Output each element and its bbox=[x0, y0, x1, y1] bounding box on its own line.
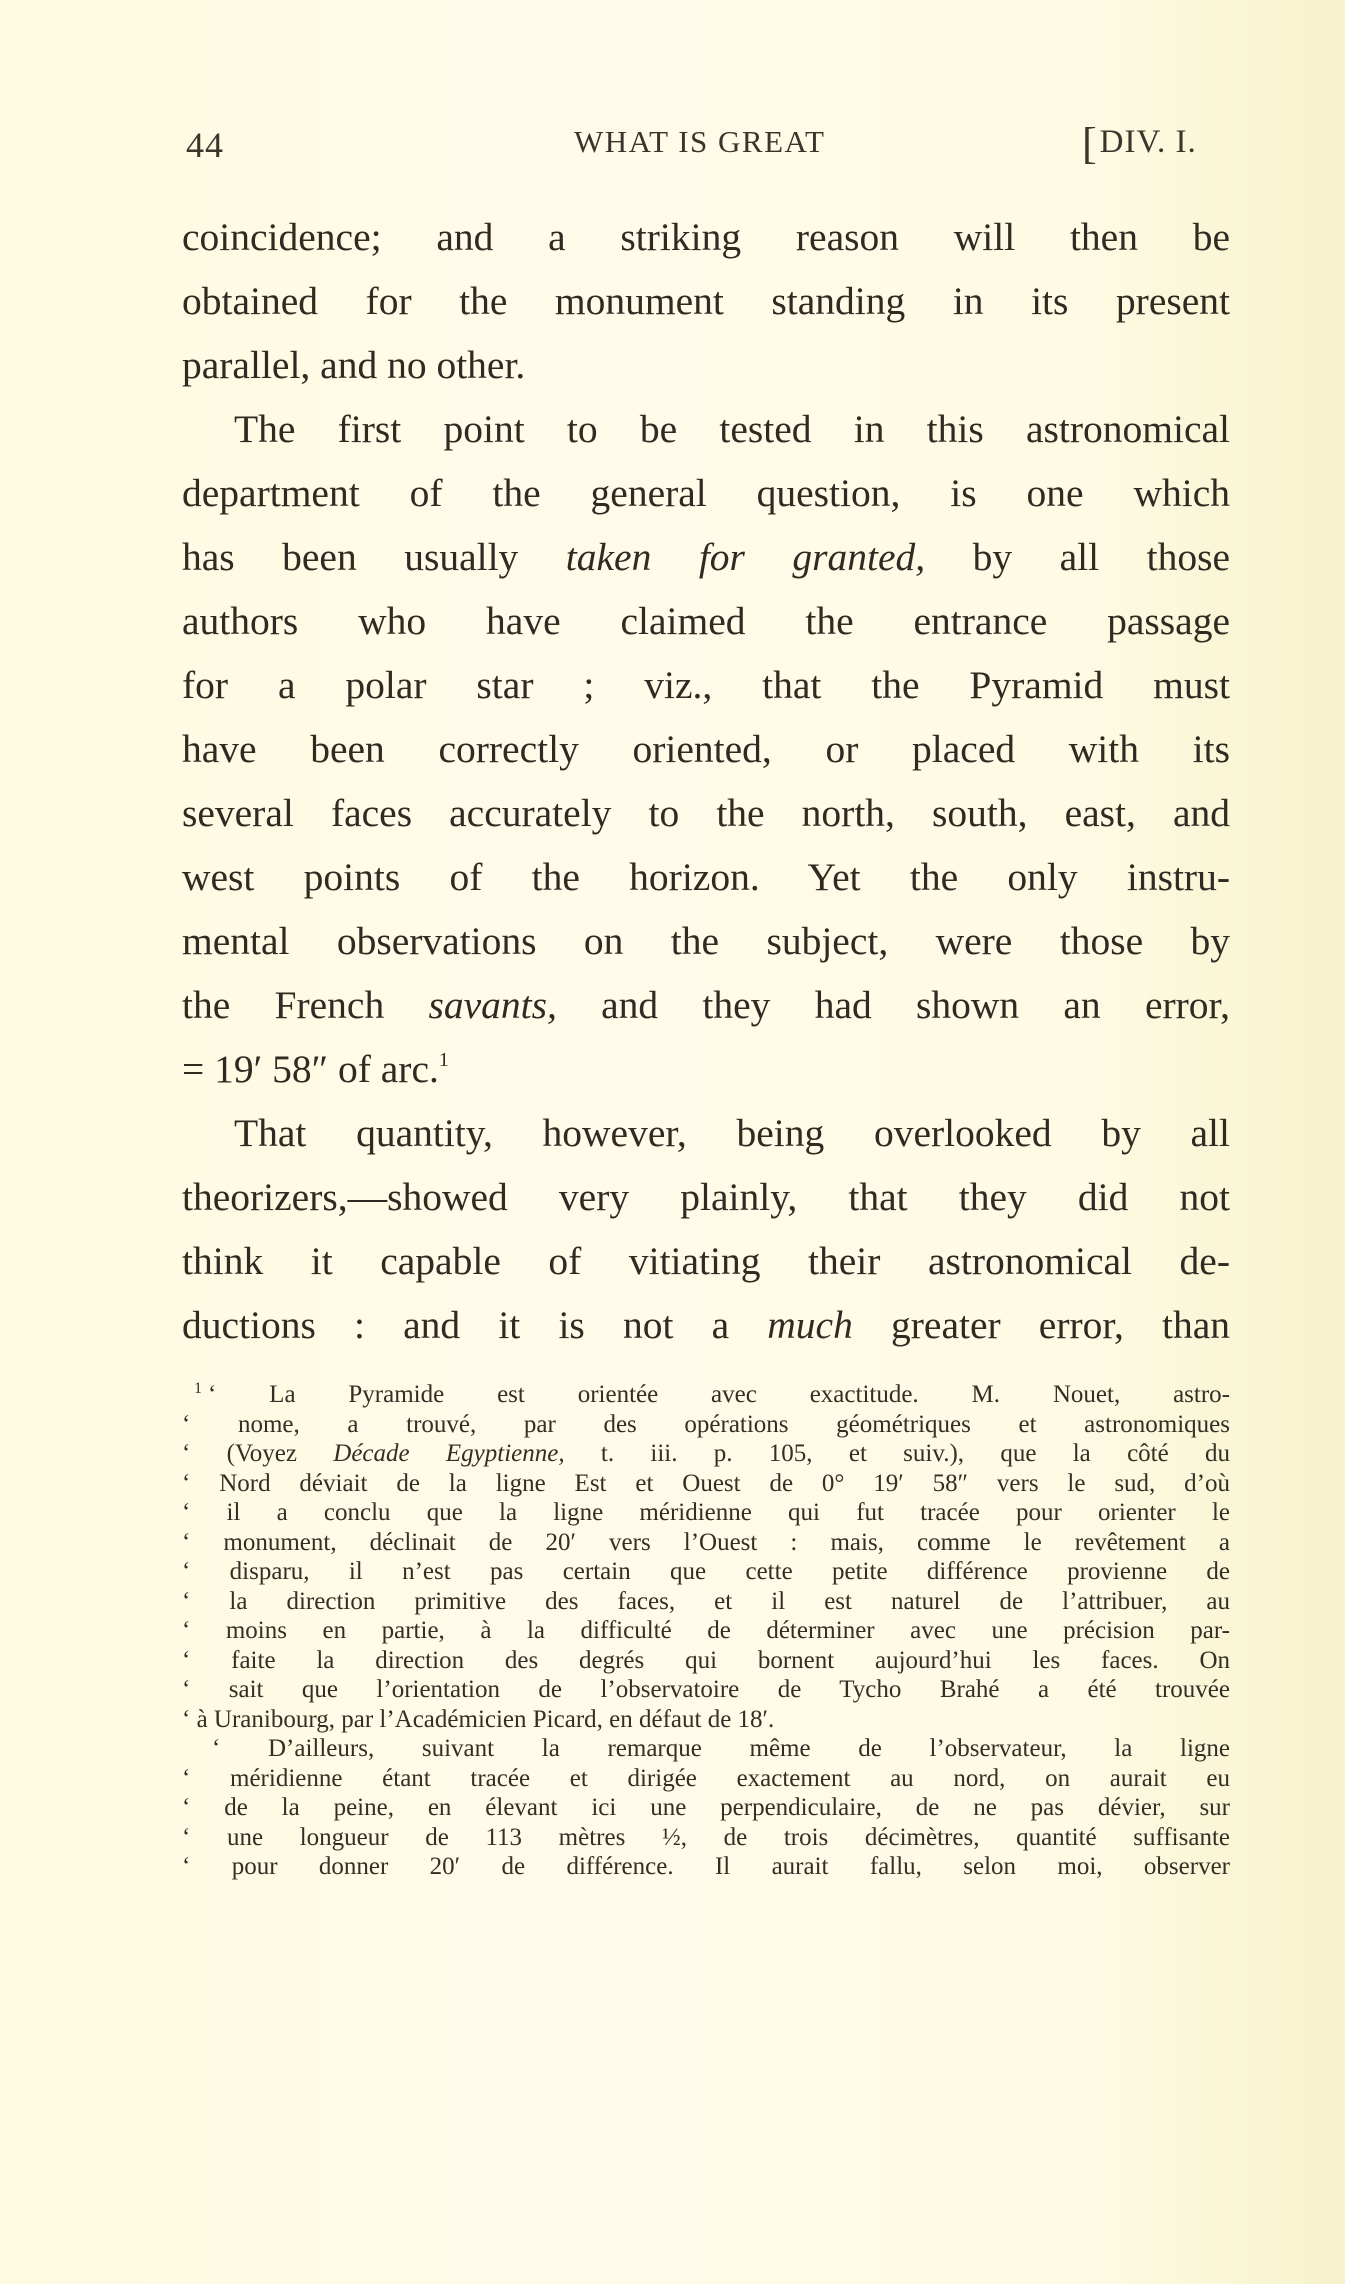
footnotes bbox=[182, 1380, 1230, 1882]
footnote-text-run: ‘ (Voyez bbox=[182, 1440, 334, 1467]
running-title: WHAT IS GREAT bbox=[574, 124, 826, 159]
body-line: parallel, and no other. bbox=[182, 343, 526, 387]
page-number: 44 bbox=[186, 125, 224, 165]
footnote-line bbox=[182, 1439, 1230, 1469]
footnote-reference[interactable]: 1 bbox=[438, 1049, 449, 1071]
footnote-line: ‘ monument, déclinait de 20′ vers l’Ouest : mais, comme le revêtement a bbox=[182, 1528, 1230, 1556]
division-bracket: [ bbox=[1082, 119, 1098, 168]
body-text-run: greater error, than bbox=[852, 1303, 1230, 1347]
footnote-line bbox=[182, 1380, 1230, 1410]
footnote-line: ‘ faite la direction des degrés qui bornent aujourd’hui les faces. On bbox=[182, 1646, 1230, 1674]
footnote-line: ‘ Nord déviait de la ligne Est et Ouest de 0° 19′ 58″ vers le sud, d’où bbox=[182, 1469, 1230, 1497]
footnote-text-run: ‘ La Pyramide est orientée avec exactitude. M. Nouet, astro- bbox=[208, 1381, 1230, 1408]
body-line: mental observations on the subject, were those by bbox=[182, 919, 1230, 963]
body-line: authors who have claimed the entrance passage bbox=[182, 599, 1230, 643]
footnote-line: ‘ sait que l’orientation de l’observatoire de Tycho Brahé a été trouvée bbox=[182, 1676, 1230, 1703]
body-line: obtained for the monument standing in its present bbox=[182, 279, 1230, 323]
footnote-line: ‘ nome, a trouvé, par des opérations géométriques et astronomiques bbox=[182, 1410, 1230, 1438]
body-line: for a polar star ; viz., that the Pyramid must bbox=[182, 663, 1230, 707]
footnote-line: ‘ pour donner 20′ de différence. Il aurait fallu, selon moi, observer bbox=[182, 1853, 1230, 1880]
footnote-marker: 1 bbox=[194, 1380, 202, 1397]
body-text-run: has been usually bbox=[182, 535, 566, 579]
footnote-line: ‘ moins en partie, à la difficulté de déterminer avec une précision par- bbox=[182, 1617, 1230, 1644]
body-line: several faces accurately to the north, south, east, and bbox=[182, 791, 1230, 835]
body-line: coincidence; and a striking reason will then be bbox=[182, 215, 1230, 259]
footnote-line: ‘ la direction primitive des faces, et il est naturel de l’attribuer, au bbox=[182, 1587, 1230, 1615]
italic-emphasis: savants, bbox=[428, 983, 557, 1027]
body-text-run: by all those bbox=[925, 535, 1231, 579]
footnote-line: ‘ disparu, il n’est pas certain que cette petite différence provienne de bbox=[182, 1558, 1230, 1585]
italic-emphasis: taken for granted, bbox=[565, 535, 926, 579]
body-line bbox=[182, 525, 1230, 589]
italic-emphasis: Décade Egyptienne, bbox=[333, 1440, 565, 1467]
body-line bbox=[182, 973, 1230, 1037]
body-text-run: the French bbox=[182, 983, 429, 1027]
division-text: DIV. I. bbox=[1099, 124, 1197, 160]
body-line: theorizers,—showed very plainly, that they did not bbox=[182, 1175, 1230, 1219]
italic-emphasis: much bbox=[767, 1303, 853, 1347]
body-text bbox=[182, 205, 1230, 1357]
footnote-line: ‘ une longueur de 113 mètres ½, de trois décimètres, quantité suffisante bbox=[182, 1823, 1230, 1851]
division-label bbox=[1082, 118, 1197, 169]
body-line: west points of the horizon. Yet the only instru- bbox=[182, 855, 1230, 899]
body-line: think it capable of vitiating their astronomical de- bbox=[182, 1239, 1230, 1283]
body-line: That quantity, however, being overlooked by all bbox=[234, 1111, 1230, 1155]
body-text-run: and they had shown an error, bbox=[556, 983, 1230, 1027]
running-header bbox=[182, 118, 1230, 168]
footnote-line: ‘ à Uranibourg, par l’Académicien Picard, en défaut de 18′. bbox=[182, 1705, 775, 1733]
footnote-text-run: t. iii. p. 105, et suiv.), que la côté du bbox=[564, 1440, 1230, 1467]
body-line bbox=[182, 1293, 1230, 1357]
footnote-line: ‘ de la peine, en élevant ici une perpendiculaire, de ne pas dévier, sur bbox=[182, 1794, 1230, 1821]
footnote-line: ‘ D’ailleurs, suivant la remarque même de l’observateur, la ligne bbox=[212, 1735, 1230, 1762]
footnote-line: ‘ méridienne étant tracée et dirigée exactement au nord, on aurait eu bbox=[182, 1764, 1230, 1792]
body-line: have been correctly oriented, or placed with its bbox=[182, 727, 1230, 771]
body-line: department of the general question, is one which bbox=[182, 471, 1230, 515]
body-text-run: ductions : and it is not a bbox=[182, 1303, 768, 1347]
body-line bbox=[182, 1037, 1230, 1101]
footnote-line: ‘ il a conclu que la ligne méridienne qui fut tracée pour orienter le bbox=[182, 1499, 1230, 1526]
body-line: The first point to be tested in this astronomical bbox=[234, 407, 1230, 451]
body-text-run: = 19′ 58″ of arc. bbox=[182, 1047, 439, 1091]
